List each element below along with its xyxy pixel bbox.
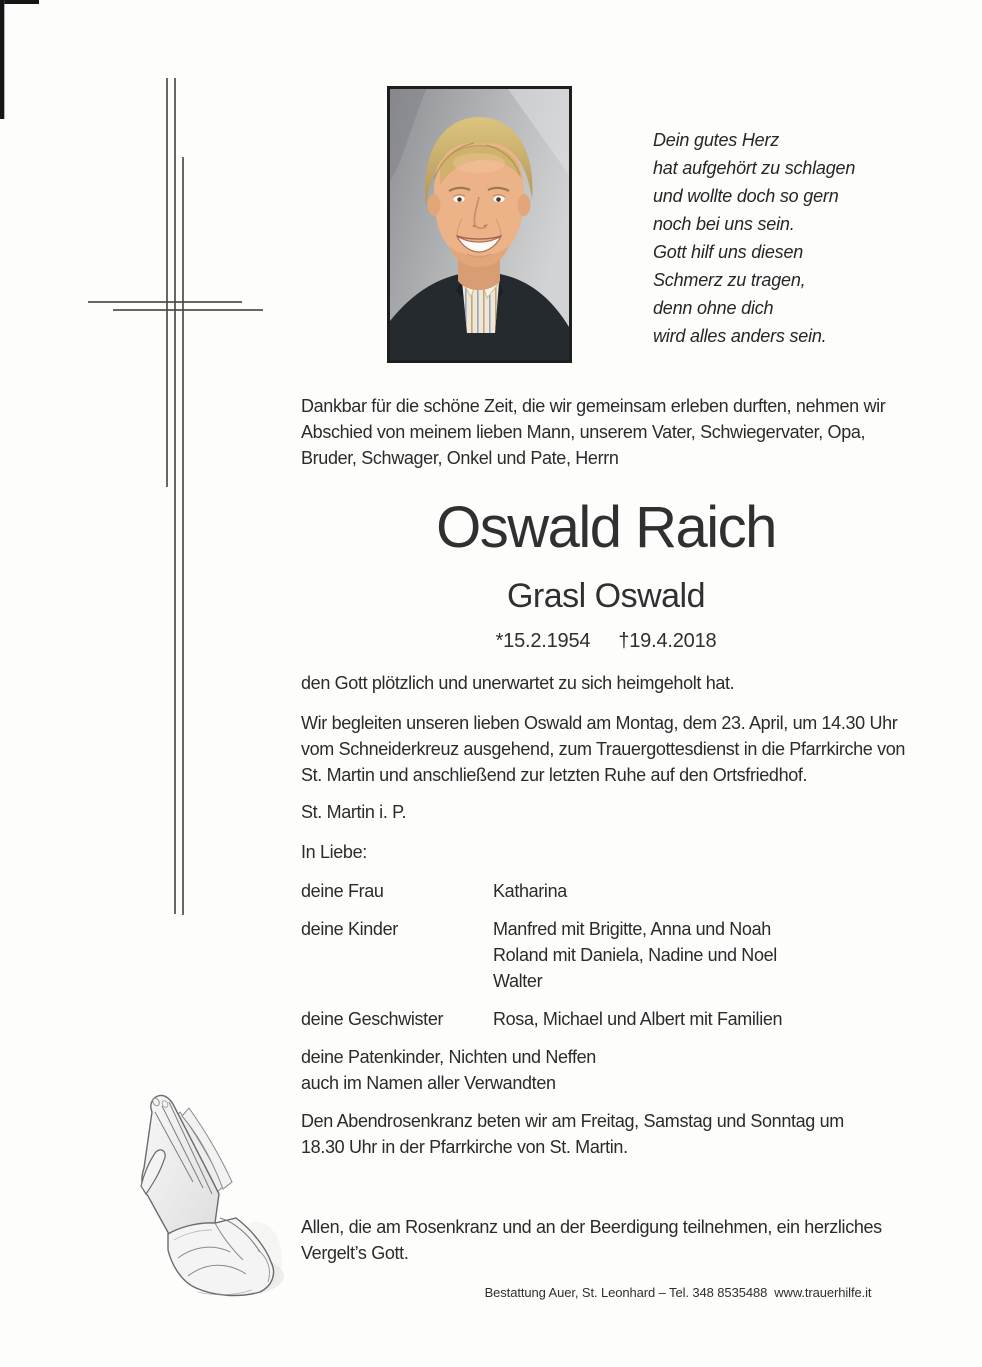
godchildren-line: auch im Namen aller Verwandten xyxy=(301,1073,556,1093)
poem-line: Schmerz zu tragen, xyxy=(653,270,806,290)
cross-horizontal-line-upper xyxy=(88,301,242,303)
deceased-nickname: Grasl Oswald xyxy=(506,577,706,615)
in-love-line: In Liebe: xyxy=(301,842,367,862)
praying-hands-icon xyxy=(118,1090,288,1310)
death-date: †19.4.2018 xyxy=(618,630,717,652)
family-row-value: Rosa, Michael und Albert mit Familien xyxy=(493,1009,783,1029)
intro-line: Bruder, Schwager, Onkel und Pate, Herrn xyxy=(301,448,619,468)
portrait-photo-illustration xyxy=(390,89,569,360)
rosary-paragraph xyxy=(301,1108,844,1160)
cross-vertical-line-short xyxy=(166,78,168,487)
intro-line: Abschied von meinem lieben Mann, unserem Vater, Schwiegervater, Opa, xyxy=(301,422,866,442)
family-row-value: Katharina xyxy=(493,881,567,901)
intro-line: Dankbar für die schöne Zeit, die wir gemeinsam erleben durften, nehmen wir xyxy=(301,396,886,416)
funeral-line: Wir begleiten unseren lieben Oswald am Montag, dem 23. April, um 14.30 Uhr xyxy=(301,713,898,733)
cross-vertical-line-offset xyxy=(182,157,184,915)
family-row-label: deine Frau xyxy=(301,881,384,901)
poem-line: wird alles anders sein. xyxy=(653,326,827,346)
footer-publisher: Bestattung Auer, St. Leonhard – Tel. 348 8535488 www.trauerhilfe.it xyxy=(484,1285,872,1300)
funeral-paragraph xyxy=(301,710,905,788)
life-dates xyxy=(300,631,912,651)
thanks-line: Allen, die am Rosenkranz und an der Beerdigung teilnehmen, ein herzliches xyxy=(301,1217,882,1237)
scan-artifact-top-edge xyxy=(0,0,39,4)
thanks-line: Vergelt’s Gott. xyxy=(301,1243,409,1263)
taken-home-line: den Gott plötzlich und unerwartet zu sich heimgeholt hat. xyxy=(301,673,735,693)
poem-line: Dein gutes Herz xyxy=(653,130,780,150)
poem xyxy=(653,126,855,350)
poem-line: und wollte doch so gern xyxy=(653,186,839,206)
godchildren-paragraph xyxy=(301,1044,596,1096)
scan-artifact-left-edge xyxy=(0,0,4,119)
poem-line: hat aufgehört zu schlagen xyxy=(653,158,856,178)
family-row-value-line: Roland mit Daniela, Nadine und Noel xyxy=(493,945,777,965)
thanks-paragraph xyxy=(301,1214,882,1266)
cross-vertical-line-long xyxy=(174,78,176,914)
poem-line: Gott hilf uns diesen xyxy=(653,242,804,262)
family-row-label: deine Geschwister xyxy=(301,1009,444,1029)
poem-line: denn ohne dich xyxy=(653,298,774,318)
family-row-value xyxy=(493,916,777,994)
birth-date: *15.2.1954 xyxy=(495,630,591,652)
portrait-photo xyxy=(387,86,572,363)
cross-horizontal-line-lower xyxy=(113,309,263,311)
funeral-line: vom Schneiderkreuz ausgehend, zum Trauergottesdienst in die Pfarrkirche von xyxy=(301,739,906,759)
family-row-value-line: Manfred mit Brigitte, Anna und Noah xyxy=(493,919,771,939)
rosary-line: Den Abendrosenkranz beten wir am Freitag, Samstag und Sonntag um xyxy=(301,1111,844,1131)
intro-paragraph xyxy=(301,393,885,471)
family-row-label: deine Kinder xyxy=(301,919,398,939)
family-row-value-line: Walter xyxy=(493,971,543,991)
godchildren-line: deine Patenkinder, Nichten und Neffen xyxy=(301,1047,596,1067)
funeral-line: St. Martin und anschließend zur letzten Ruhe auf den Ortsfriedhof. xyxy=(301,765,808,785)
poem-line: noch bei uns sein. xyxy=(653,214,795,234)
deceased-name: Oswald Raich xyxy=(436,495,776,560)
place-line: St. Martin i. P. xyxy=(301,802,407,822)
rosary-line: 18.30 Uhr in der Pfarrkirche von St. Martin. xyxy=(301,1137,628,1157)
